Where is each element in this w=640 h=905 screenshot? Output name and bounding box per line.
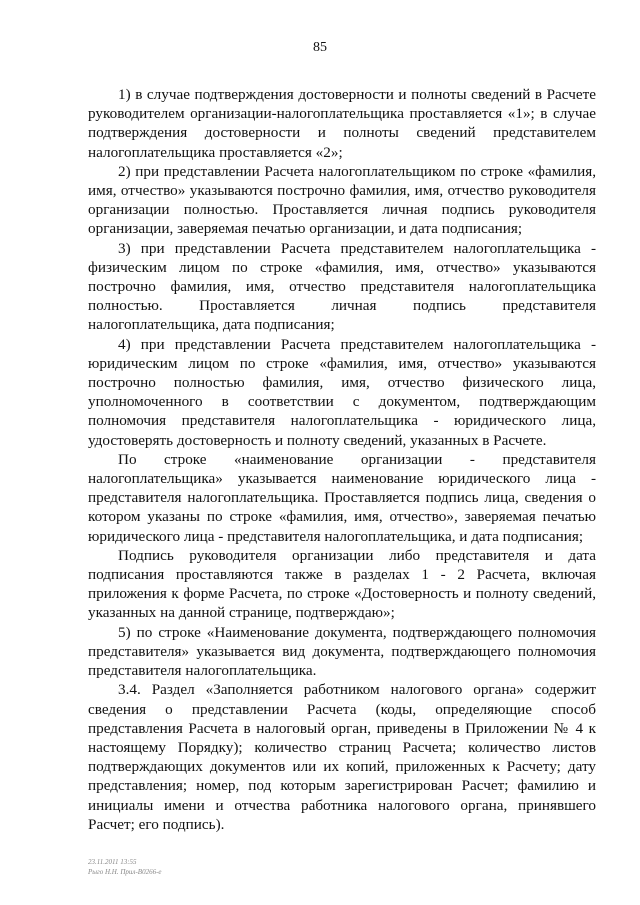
page-number: 85 — [313, 40, 327, 55]
paragraph-7: 5) по строке «Наименование документа, подтверждающего полномочия представителя» указывается вид документа, подтверждающего полномочия представителя налогоплательщика. — [88, 623, 596, 680]
paragraph-5: По строке «наименование организации - представителя налогоплательщика» указывается наименование юридического лица - представителя налогоплательщика. Проставляется подпись лица, сведения о котором указаны по строке «фамилия, имя, отчество», заверяемая печатью юридического лица - представителя налогоплательщика, и дата подписания; — [88, 450, 596, 545]
footer-line-1: 23.11.2011 13:55 — [88, 858, 137, 866]
paragraph-2: 2) при представлении Расчета налогоплательщиком по строке «фамилия, имя, отчество» указываются построчно фамилия, имя, отчество руководителя организации полностью. Проставляется личная подпись руководителя организации, заверяемая печатью организации, и дата подписания; — [88, 162, 596, 238]
footer-stamp — [88, 857, 162, 877]
paragraph-6: Подпись руководителя организации либо представителя и дата подписания проставляются также в разделах 1 - 2 Расчета, включая приложения к форме Расчета, по строке «Достоверность и полноту сведений, указанных на данной странице, подтверждаю»; — [88, 546, 596, 622]
footer-line-2: Рыго Н.Н. Прил-В0266-е — [88, 868, 162, 876]
document-body — [88, 85, 596, 834]
paragraph-8: 3.4. Раздел «Заполняется работником налогового органа» содержит сведения о представлении Расчета (коды, определяющие способ представления Расчета в налоговый орган, приведены в Приложении № 4 к настоящему Порядку); количество страниц Расчета; количество листов подтверждающих документов или их копий, приложенных к Расчету; дату представления; номер, под которым зарегистрирован Расчет; фамилию и инициалы имени и отчества работника налогового органа, принявшего Расчет; его подпись). — [88, 681, 596, 833]
paragraph-1: 1) в случае подтверждения достоверности и полноты сведений в Расчете руководителем организации-налогоплательщика проставляется «1»; в случае подтверждения достоверности и полноты сведений представителем налогоплательщика проставляется «2»; — [88, 86, 596, 161]
paragraph-3: 3) при представлении Расчета представителем налогоплательщика - физическим лицом по строке «фамилия, имя, отчество» указываются построчно фамилия, имя, отчество представителя налогоплательщика полностью. Проставляется личная подпись представителя налогоплательщика, дата подписания; — [88, 239, 596, 334]
paragraph-4: 4) при представлении Расчета представителем налогоплательщика - юридическим лицом по строке «фамилия, имя, отчество» указываются построчно полностью фамилия, имя, отчество физического лица, уполномоченного в соответствии с документом, подтверждающим полномочия представителя налогоплательщика - юридического лица, удостоверять достоверность и полноту сведений, указанных в Расчете. — [88, 335, 596, 449]
